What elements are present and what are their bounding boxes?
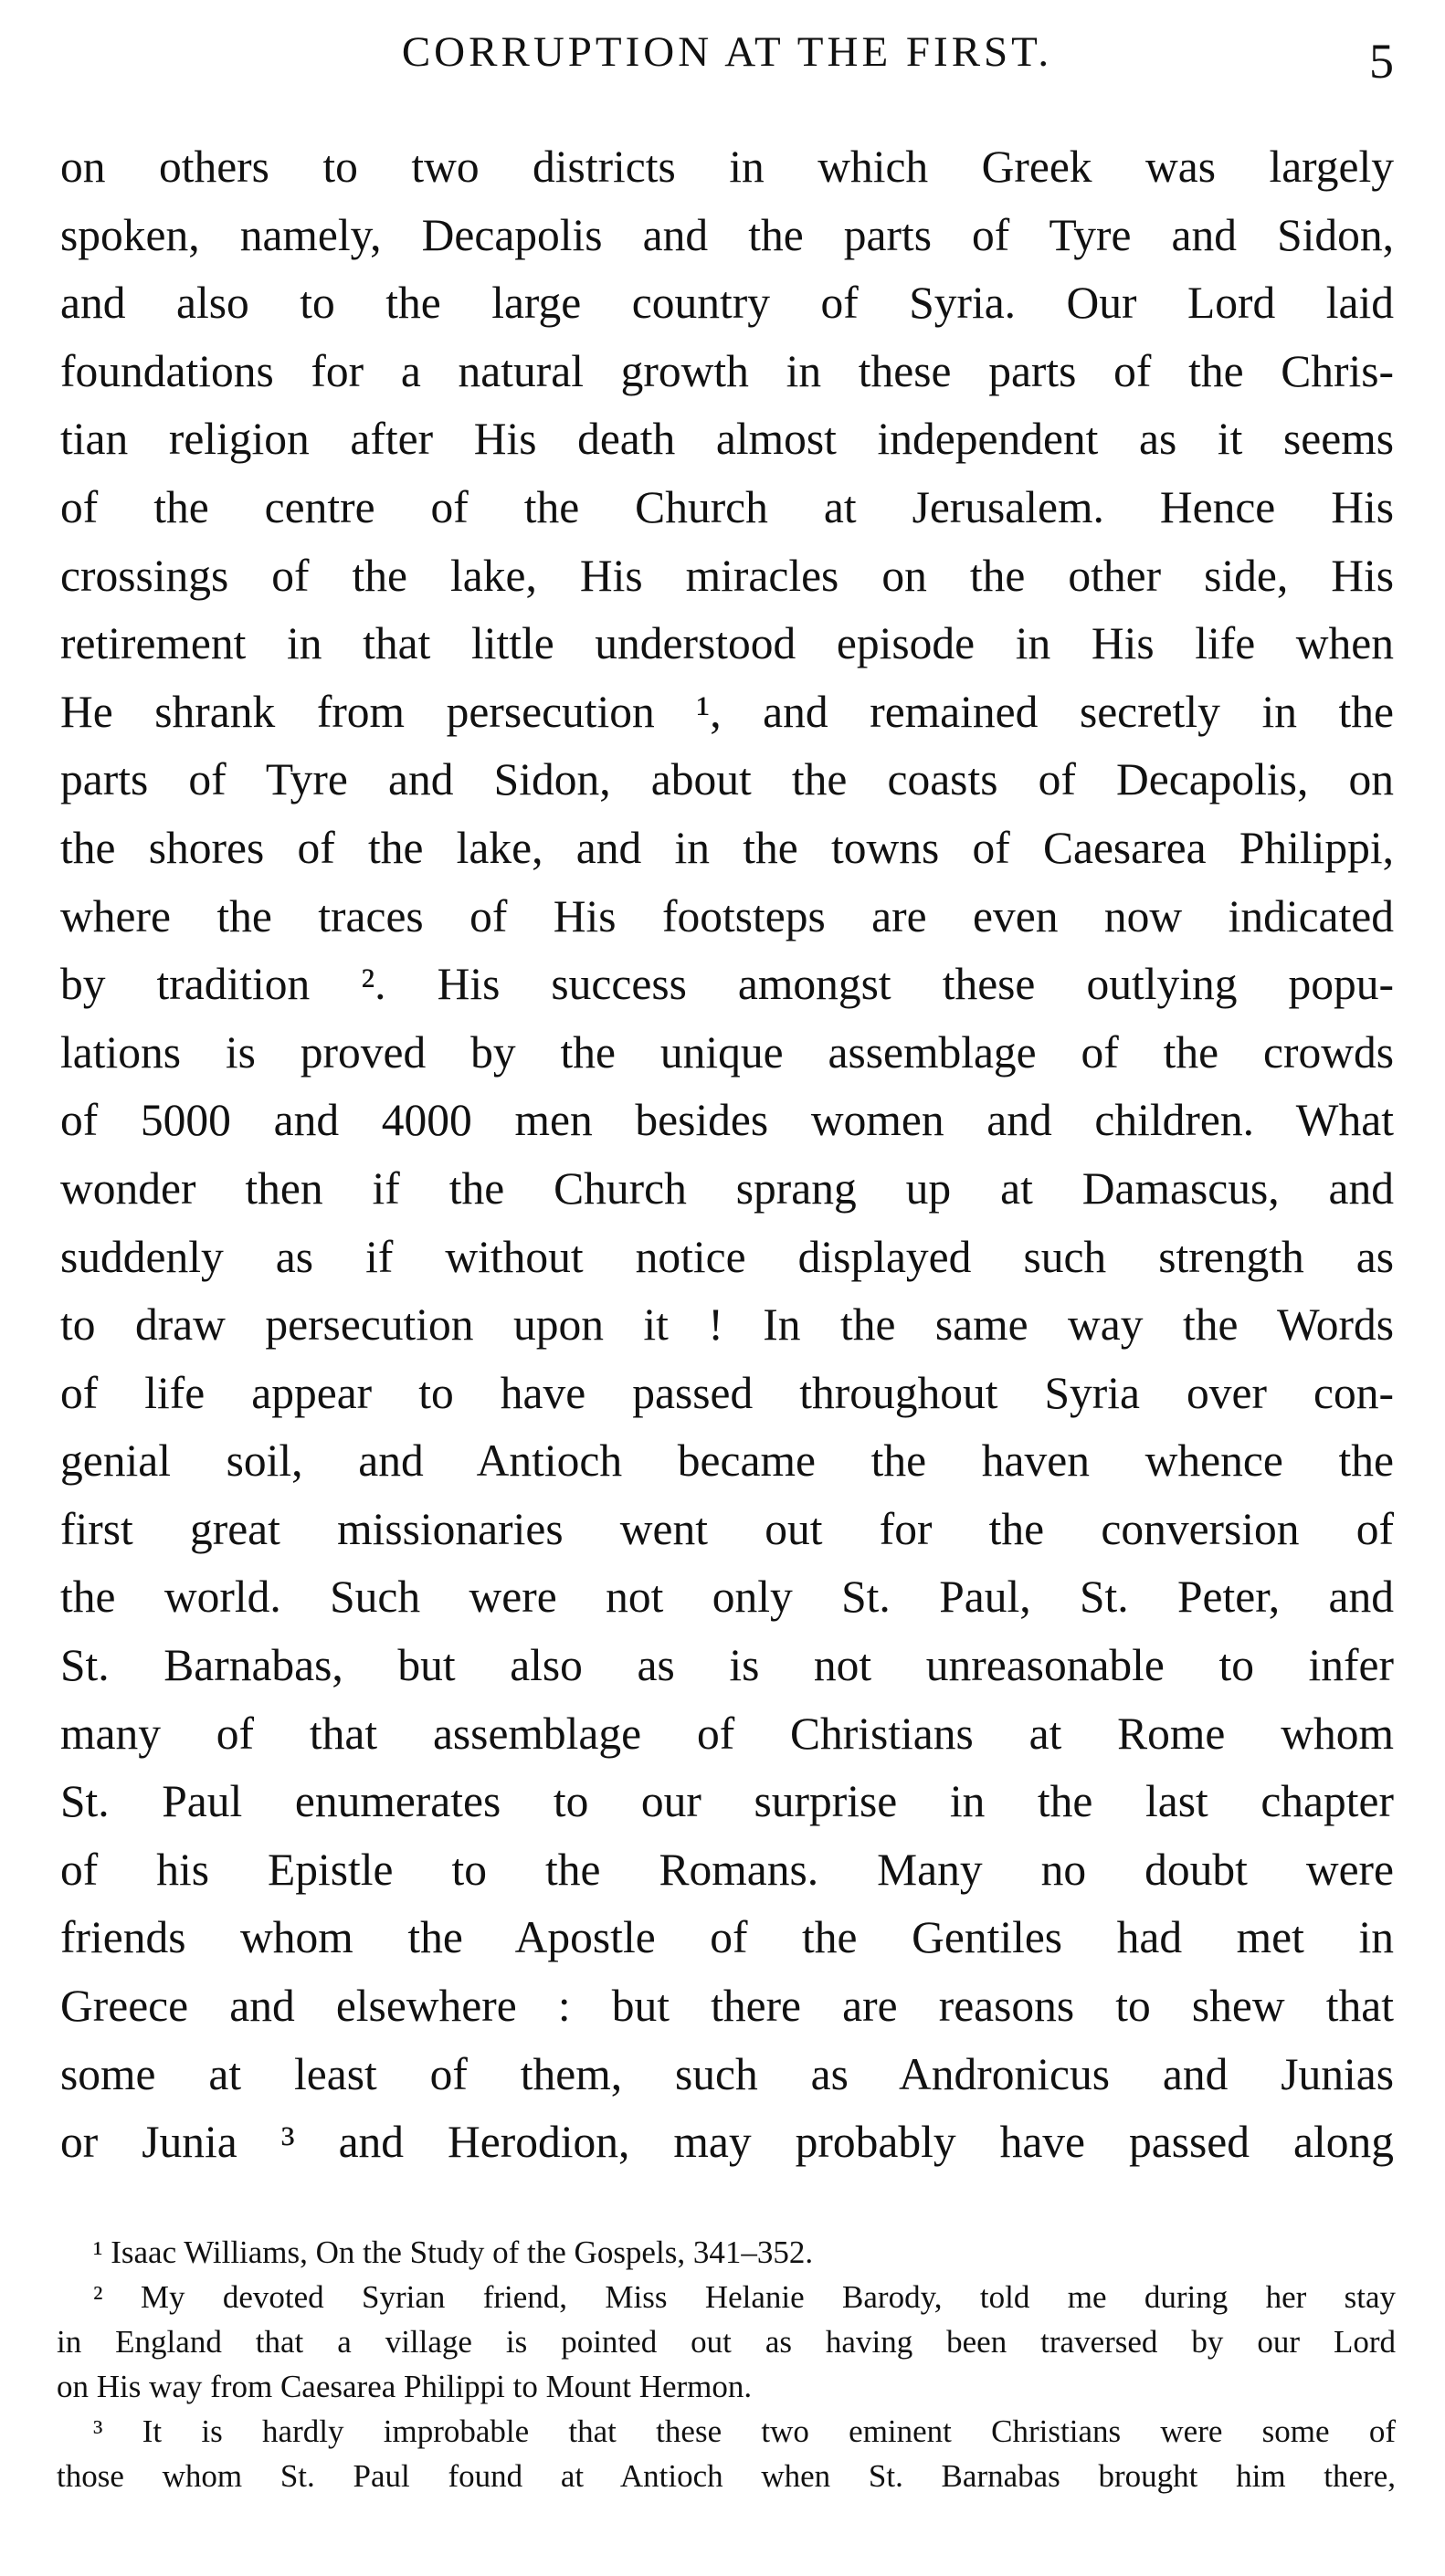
body-line: on others to two districts in which Greek was largely	[60, 142, 1394, 192]
body-line: of his Epistle to the Romans. Many no doubt were	[60, 1844, 1394, 1895]
footnote-line: those whom St. Paul found at Antioch when St. Barnabas brought him there,	[57, 2458, 1396, 2494]
body-line: friends whom the Apostle of the Gentiles had met in	[60, 1912, 1394, 1963]
body-line: He shrank from persecution ¹, and remained secretly in the	[60, 686, 1394, 737]
body-line: suddenly as if without notice displayed such strength as	[60, 1231, 1394, 1282]
running-title: CORRUPTION AT THE FIRST.	[401, 28, 1053, 76]
body-line: of 5000 and 4000 men besides women and children. What	[60, 1095, 1394, 1146]
body-line: where the traces of His footsteps are even now indicated	[60, 890, 1394, 941]
body-line: St. Barnabas, but also as is not unreasonable to infer	[60, 1640, 1394, 1691]
page-number: 5	[1369, 34, 1394, 89]
body-line: or Junia ³ and Herodion, may probably have passed along	[60, 2117, 1394, 2168]
footnote-line: on His way from Caesarea Philippi to Mount Hermon.	[57, 2369, 753, 2404]
body-line: parts of Tyre and Sidon, about the coasts of Decapolis, on	[60, 754, 1394, 805]
body-line: and also to the large country of Syria. Our Lord laid	[60, 278, 1394, 329]
body-line: the shores of the lake, and in the towns of Caesarea Philippi,	[60, 822, 1394, 873]
body-line: crossings of the lake, His miracles on the other side, His	[60, 550, 1394, 601]
footnote-line: in England that a village is pointed out as having been traversed by our Lord	[57, 2324, 1396, 2360]
body-line: genial soil, and Antioch became the haven whence the	[60, 1435, 1394, 1487]
body-line: some at least of them, such as Andronicus and Junias	[60, 2048, 1394, 2099]
body-line: the world. Such were not only St. Paul, St. Peter, and	[60, 1572, 1394, 1623]
body-line: by tradition ². His success amongst these outlying popu-	[60, 959, 1394, 1010]
body-line: St. Paul enumerates to our surprise in the last chapter	[60, 1776, 1394, 1827]
body-line: Greece and elsewhere : but there are reasons to shew that	[60, 1981, 1394, 2032]
body-line: tian religion after His death almost independent as it seems	[60, 414, 1394, 465]
body-line: first great missionaries went out for the conversion of	[60, 1503, 1394, 1554]
body-text	[60, 133, 1394, 2177]
footnote-line: ³ It is hardly improbable that these two eminent Christians were some of	[93, 2413, 1396, 2449]
footnotes	[57, 2230, 1396, 2498]
body-line: lations is proved by the unique assemblage of the crowds	[60, 1026, 1394, 1078]
body-line: wonder then if the Church sprang up at Damascus, and	[60, 1162, 1394, 1214]
footnote-line: ¹ Isaac Williams, On the Study of the Gospels, 341–352.	[93, 2234, 814, 2270]
body-line: of the centre of the Church at Jerusalem. Hence His	[60, 481, 1394, 532]
body-line: foundations for a natural growth in these parts of the Chris-	[60, 345, 1394, 396]
body-line: of life appear to have passed throughout Syria over con-	[60, 1367, 1394, 1418]
body-line: retirement in that little understood episode in His life when	[60, 618, 1394, 669]
footnote-line: ² My devoted Syrian friend, Miss Helanie Barody, told me during her stay	[93, 2279, 1396, 2315]
body-line: to draw persecution upon it ! In the same way the Words	[60, 1299, 1394, 1351]
body-line: many of that assemblage of Christians at Rome whom	[60, 1708, 1394, 1759]
body-line: spoken, namely, Decapolis and the parts of Tyre and Sidon,	[60, 209, 1394, 260]
page-header	[60, 27, 1394, 91]
